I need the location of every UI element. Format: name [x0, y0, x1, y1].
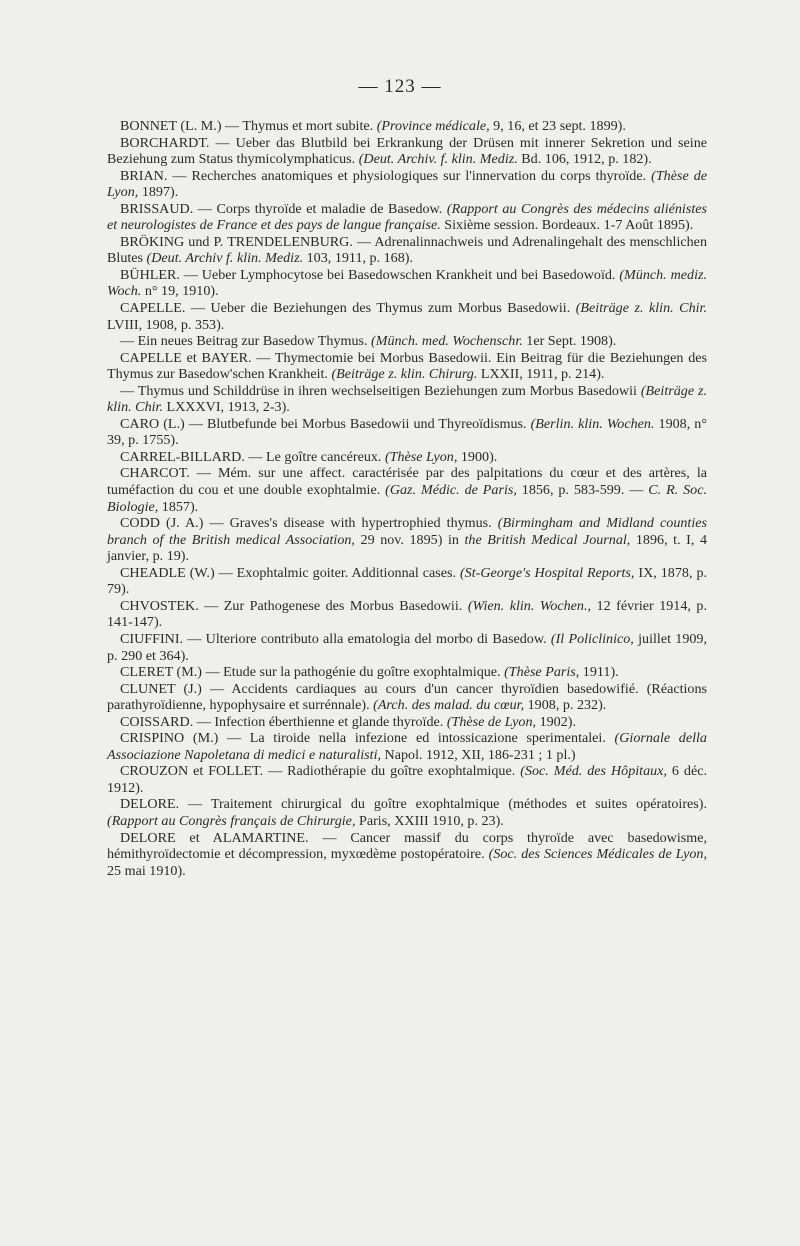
- entry-text: 25 mai 1910).: [107, 862, 186, 879]
- entry-text: BRISSAUD. — Corps thyroïde et maladie de Basedow.: [120, 200, 447, 217]
- entry-source-italic: (Beiträge z. klin. Chir.: [107, 382, 707, 416]
- entry-text: 1908, n° 39, p. 1755).: [107, 415, 707, 449]
- page-number: — 123 —: [358, 76, 442, 97]
- entry-source-italic: (Soc. des Sciences Médicales de Lyon,: [488, 846, 707, 863]
- bibliography-entry: [107, 118, 707, 135]
- entry-text: Sixième session. Bordeaux. 1-7 Août 1895).: [440, 217, 694, 234]
- entry-source-italic: (Arch. des malad. du cœur,: [373, 697, 525, 714]
- entry-source-italic: (Soc. Méd. des Hôpitaux,: [520, 763, 667, 780]
- entry-text: 1896, t. I, 4 janvier, p. 19).: [107, 531, 707, 565]
- entry-text: 1908, p. 232).: [524, 697, 607, 714]
- entry-source-italic: (St-George's Hospital Reports,: [459, 564, 635, 581]
- bibliography-entry: [107, 763, 707, 796]
- entry-source-italic: the British Medical Journal,: [464, 531, 631, 548]
- entry-source-italic: (Rapport au Congrès des médecins aliénistes et neurologistes de France et des pays de langue française.: [107, 200, 707, 234]
- entry-source-italic: (Thèse Paris,: [504, 664, 580, 681]
- bibliography-entry: [107, 234, 707, 267]
- entry-text: 6 déc. 1912).: [107, 763, 707, 796]
- entry-text: — Thymus und Schilddrüse in ihren wechselseitigen Beziehungen zum Morbus Basedowii: [120, 382, 641, 399]
- entry-text: BRIAN. — Recherches anatomiques et physiologiques sur l'innervation du corps thyroïde.: [120, 167, 652, 184]
- entry-source-italic: (Wien. klin. Wochen.,: [467, 597, 592, 614]
- bibliography-entry: [107, 168, 707, 201]
- entry-text: CIUFFINI. — Ulteriore contributo alla ematologia del morbo di Basedow.: [120, 630, 551, 647]
- entry-text: 1856, p. 583-599. —: [516, 482, 649, 499]
- bibliography-entry: [107, 267, 707, 300]
- entry-text: CAPELLE. — Ueber die Beziehungen des Thymus zum Morbus Basedowii.: [120, 300, 576, 317]
- entry-text: 12 février 1914, p. 141-147).: [107, 597, 707, 631]
- bibliography-entry: [107, 135, 707, 168]
- entry-text: 103, 1911, p. 168).: [303, 250, 413, 267]
- bibliography-entry: [107, 830, 707, 880]
- entry-source-italic: (Gaz. Médic. de Paris,: [385, 482, 517, 499]
- entry-source-italic: (Berlin. klin. Wochen.: [530, 415, 655, 432]
- entry-text: 1911).: [579, 664, 619, 681]
- entry-source-italic: C. R. Soc. Biologie,: [107, 482, 707, 515]
- entry-text: CLERET (M.) — Etude sur la pathogénie du goître exophtalmique.: [120, 664, 505, 681]
- entry-text: CARREL-BILLARD. — Le goître cancéreux.: [120, 448, 385, 465]
- entry-source-italic: (Rapport au Congrès français de Chirurgie,: [107, 812, 356, 829]
- entry-text: LXXXVI, 1913, 2-3).: [163, 399, 290, 416]
- bibliography-list: [107, 118, 707, 879]
- entry-source-italic: (Thèse de Lyon,: [107, 167, 707, 201]
- entry-text: juillet 1909, p. 290 et 364).: [107, 630, 707, 664]
- entry-source-italic: (Thèse de Lyon,: [446, 713, 537, 730]
- entry-text: BONNET (L. M.) — Thymus et mort subite.: [120, 118, 377, 134]
- entry-source-italic: (Münch. mediz. Woch.: [107, 266, 708, 300]
- entry-text: COISSARD. — Infection éberthienne et glande thyroïde.: [120, 713, 447, 730]
- bibliography-entry: [107, 598, 707, 631]
- entry-text: CHVOSTEK. — Zur Pathogenese des Morbus Basedowii.: [120, 597, 468, 614]
- bibliography-entry: [107, 681, 707, 714]
- entry-text: Bd. 106, 1912, p. 182).: [517, 151, 652, 168]
- entry-source-italic: (Province médicale,: [376, 118, 490, 134]
- entry-text: 1900).: [457, 448, 498, 465]
- entry-source-italic: (Beiträge z. klin. Chirurg.: [331, 366, 478, 383]
- bibliography-entry: [107, 333, 707, 350]
- entry-text: — Ein neues Beitrag zur Basedow Thymus.: [120, 333, 372, 350]
- entry-text: Paris, XXIII 1910, p. 23).: [355, 812, 504, 829]
- entry-text: CAPELLE et BAYER. — Thymectomie bei Morbus Basedowii. Ein Beitrag für die Beziehungen des Thymus zur Basedow'schen Krankheit.: [107, 349, 707, 383]
- entry-text: CARO (L.) — Blutbefunde bei Morbus Basedowii und Thyreoïdismus.: [120, 415, 531, 432]
- entry-source-italic: (Birmingham and Midland counties branch of the British medical Association,: [107, 515, 707, 548]
- entry-text: DELORE. — Traitement chirurgical du goître exophtalmique (méthodes et suites opératoires).: [120, 796, 707, 813]
- bibliography-entry: [107, 383, 707, 416]
- entry-text: 1897).: [138, 184, 179, 201]
- entry-source-italic: (Deut. Archiv. f. klin. Mediz.: [358, 151, 518, 168]
- entry-text: 29 nov. 1895) in: [354, 531, 465, 548]
- bibliography-entry: [107, 416, 707, 449]
- entry-text: 1er Sept. 1908).: [522, 333, 617, 350]
- entry-text: CODD (J. A.) — Graves's disease with hypertrophied thymus.: [120, 515, 498, 532]
- entry-text: BORCHARDT. — Ueber das Blutbild bei Erkrankung der Drüsen mit innerer Sekretion und seine Beziehung zum Status thymicolymphaticus.: [107, 134, 707, 168]
- entry-text: LVIII, 1908, p. 353).: [107, 316, 225, 333]
- entry-text: 1857).: [158, 498, 199, 515]
- entry-text: 9, 16, et 23 sept. 1899).: [489, 118, 626, 134]
- entry-source-italic: (Giornale della Associazione Napoletana di medici e naturalisti,: [107, 730, 707, 763]
- entry-text: DELORE et ALAMARTINE. — Cancer massif du corps thyroïde avec basedowisme, hémithyroïdectomie et décompression, myxœdème postopératoire.: [107, 829, 707, 863]
- bibliography-entry: [107, 515, 707, 565]
- entry-source-italic: (Beiträge z. klin. Chir.: [575, 300, 707, 317]
- bibliography-entry: [107, 465, 707, 515]
- bibliography-entry: [107, 796, 707, 829]
- entry-text: BRÖKING und P. TRENDELENBURG. — Adrenalinnachweis und Adrenalingehalt des menschlichen Blutes: [107, 233, 707, 267]
- bibliography-entry: [107, 730, 707, 763]
- entry-text: 1902).: [536, 713, 576, 730]
- entry-text: CRISPINO (M.) — La tiroide nella infezione ed intossicazione sperimentalei.: [120, 730, 615, 747]
- bibliography-entry: [107, 201, 707, 234]
- bibliography-entry: [107, 565, 707, 598]
- entry-text: CHEADLE (W.) — Exophtalmic goiter. Additionnal cases.: [120, 564, 460, 581]
- bibliography-entry: [107, 449, 707, 466]
- entry-source-italic: (Deut. Archiv f. klin. Mediz.: [146, 250, 304, 267]
- entry-text: CLUNET (J.) — Accidents cardiaques au cours d'un cancer thyroïdien basedowifié. (Réactions parathyroïdienne, hypophysaire et surrénnale).: [107, 680, 707, 714]
- entry-text: CHARCOT. — Mém. sur une affect. caractérisée par des palpitations du cœur et des artères, la tuméfaction du cou et une double exophtalmie.: [107, 465, 707, 499]
- bibliography-entry: [107, 300, 707, 333]
- entry-text: CROUZON et FOLLET. — Radiothérapie du goître exophtalmique.: [120, 763, 521, 780]
- bibliography-entry: [107, 664, 707, 681]
- entry-source-italic: (Il Policlinico,: [550, 630, 634, 647]
- entry-source-italic: (Münch. med. Wochenschr.: [371, 333, 523, 350]
- bibliography-entry: [107, 714, 707, 731]
- entry-text: LXXII, 1911, p. 214).: [477, 366, 605, 383]
- bibliography-entry: [107, 631, 707, 664]
- entry-source-italic: (Thèse Lyon,: [384, 448, 458, 465]
- entry-text: IX, 1878, p. 79).: [107, 564, 708, 598]
- entry-text: n° 19, 1910).: [141, 283, 219, 300]
- entry-text: BÜHLER. — Ueber Lymphocytose bei Basedowschen Krankheit und bei Basedowoïd.: [120, 266, 620, 283]
- entry-text: Napol. 1912, XII, 186-231 ; 1 pl.): [381, 746, 576, 763]
- bibliography-entry: [107, 350, 707, 383]
